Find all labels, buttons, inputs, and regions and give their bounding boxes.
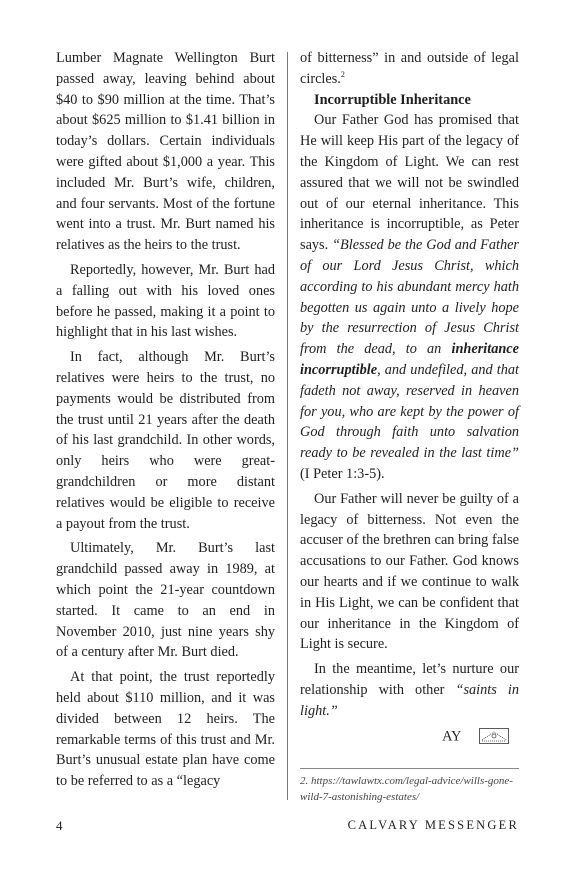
- paragraph-countdown: Ultimately, Mr. Burt’s last grandchild passed away in 1989, at which point the 21-year countdown started. It came to an end in November 2010, just nine years shy of a century after Mr. Burt died.: [56, 540, 275, 661]
- ornament-icon: [479, 728, 509, 744]
- footnote-rule: [300, 768, 519, 769]
- footnote: 2. https://tawlawtx.com/legal-advice/wills-gone-wild-7-astonishing-estates/: [300, 775, 513, 803]
- paragraph-never-guilty: Our Father will never be guilty of a legacy of bitterness. Not even the accuser of the brethren can bring false accusations to our Father. God knows our hearts and if we continue to walk in His Light, we can be confident that our inheritance in the Kingdom of Light is secure.: [300, 490, 519, 653]
- paragraph-incorruptible: [300, 110, 519, 484]
- continuation-text: of bitterness” in and outside of legal circles.: [300, 50, 519, 87]
- paragraph-burt-estate: Lumber Magnate Wellington Burt passed away, leaving behind about $40 to $90 million at the time. That’s about $625 million to $1.41 billion in today’s dollars. Certain individuals were gifted about $1,000 a year. This included Mr. Burt’s wife, children, and four servants. Most of the fortune went into a trust. Mr. Burt named his relatives as the heirs to the trust.: [56, 50, 275, 254]
- author-initials: AY: [442, 727, 462, 744]
- paragraph-trust-divided: At that point, the trust reportedly held about $110 million, and it was divided between 12 heirs. The remarkable terms of this trust and Mr. Burt’s unusual estate plan have come to be referred to as a “legacy: [56, 669, 275, 790]
- left-column: [56, 48, 275, 792]
- paragraph-trust-terms: In fact, although Mr. Burt’s relatives were heirs to the trust, no payments would be distributed from the trust until 21 years after the death of his last grandchild. In other words, only heirs who were great-grandchildren or more distant relatives would be eligible to receive a payout from the trust.: [56, 349, 275, 532]
- paragraph-continuation: [300, 48, 519, 90]
- paragraph-meantime: [300, 659, 519, 721]
- scripture-quote-part-b: , and undefiled, and that fadeth not away, reserved in heaven for you, who are kept by the power of God through faith unto salvation ready to be revealed in the last time”: [300, 361, 519, 462]
- column-divider: [287, 52, 288, 800]
- right-column: [300, 48, 519, 747]
- scripture-quote-part-a: “Blessed be the God and Father of our Lord Jesus Christ, which according to his abundant mercy hath begotten us again unto a lively hope by the resurrection of Jesus Christ from the dead, to an: [300, 237, 519, 358]
- meantime-text: In the meantime, let’s nurture our relationship with other: [300, 661, 519, 698]
- scripture-citation: (I Peter 1:3-5).: [300, 465, 385, 482]
- section-heading: Incorruptible Inheritance: [314, 91, 471, 108]
- page-number: 4: [56, 818, 63, 833]
- author-signature: [300, 726, 519, 747]
- intro-text: Our Father God has promised that He will keep His part of the legacy of the Kingdom of Light. We can rest assured that we will not be swindled out of our eternal inheritance. This inheritance is incorruptible, as Peter says.: [300, 112, 519, 254]
- paragraph-falling-out: Reportedly, however, Mr. Burt had a falling out with his loved ones before he passed, making it a point to highlight that in his last wishes.: [56, 261, 275, 341]
- footnote-reference: 2: [340, 70, 345, 80]
- saints-quote: “saints in light.”: [300, 681, 520, 719]
- scripture-emphasis: inheritance incorruptible: [300, 341, 519, 378]
- running-title: CALVARY MESSENGER: [347, 818, 519, 832]
